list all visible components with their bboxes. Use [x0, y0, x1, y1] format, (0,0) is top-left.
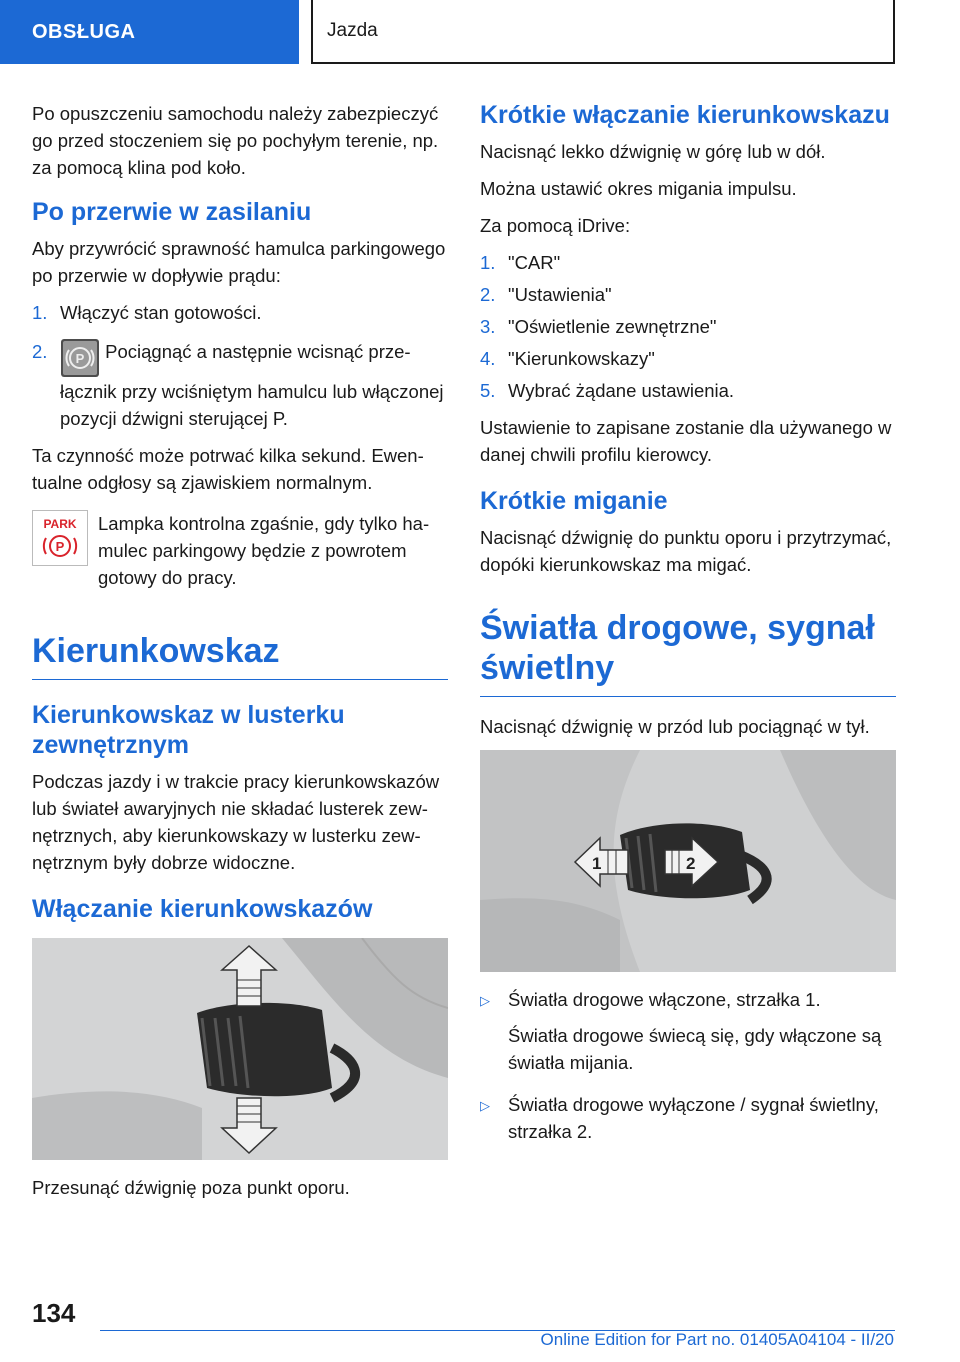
bullet-text: Światła drogowe wyłączone / sygnał świetlny, strzałka 2.	[508, 1094, 879, 1142]
power-outage-heading: Po przerwie w zasilaniu	[32, 198, 312, 226]
high-beam-chapter-heading: Światła drogowe, sygnał świetlny	[480, 608, 896, 697]
bullet-triangle-icon: ▷	[480, 1098, 490, 1113]
idrive-steps-list	[480, 249, 896, 404]
warning-text: Lampka kontrolna zgaśnie, gdy tylko hamulec parkingowy będzie z powrotem gotowy do pracy.	[98, 513, 430, 588]
svg-text:P: P	[75, 351, 85, 366]
short-indicator-p3: Za pomocą iDrive:	[480, 215, 631, 236]
step-number: 3.	[480, 316, 496, 337]
svg-text:P: P	[55, 539, 65, 554]
short-indicator-p1: Nacisnąć lekko dźwignię w górę lub w dół.	[480, 141, 826, 162]
left-column	[32, 100, 448, 1211]
right-column	[480, 100, 896, 1155]
list-item	[480, 986, 896, 1086]
step-number: 1.	[480, 252, 496, 273]
list-item	[480, 377, 896, 404]
list-item	[480, 313, 896, 340]
power-steps-list	[32, 299, 448, 432]
power-note: Ta czynność może potrwać kilka sekund. Ewentualne odgłosy są zjawiskiem normalnym.	[32, 445, 424, 493]
chapter-label: Jazda	[327, 20, 378, 41]
step-text: Włączyć stan gotowości.	[60, 302, 262, 323]
list-item	[480, 249, 896, 276]
step-body	[60, 338, 448, 432]
short-blink-text: Nacisnąć dźwignię do punktu oporu i przytrzymać, dopóki kierunkowskaz ma migać.	[480, 527, 892, 575]
step-text: "CAR"	[508, 252, 561, 273]
step-number: 4.	[480, 348, 496, 369]
step-number: 2.	[32, 341, 48, 362]
high-beam-bullets	[480, 986, 896, 1145]
edition-text: Online Edition for Part no. 01405A04104 - II/20	[540, 1330, 894, 1349]
short-indicator-note: Ustawienie to zapisane zostanie dla używanego w danej chwili profilu kierowcy.	[480, 417, 892, 465]
mirror-indicator-heading: Kierunkowskaz w lusterku zewnętrznym	[32, 701, 345, 759]
list-item	[480, 281, 896, 308]
warning-row	[32, 510, 448, 591]
list-item	[32, 338, 448, 432]
list-item	[480, 345, 896, 372]
indicator-switch-heading: Włączanie kierunkowskazów	[32, 895, 373, 923]
bullet-triangle-icon: ▷	[480, 993, 490, 1008]
arrow-1-label: 1	[592, 854, 602, 873]
short-indicator-heading: Krótkie włączanie kierunkowskazu	[480, 101, 890, 129]
park-label: PARK	[43, 517, 77, 531]
step-text: "Oświetlenie zewnętrzne"	[508, 316, 717, 337]
high-beam-lever-figure	[480, 750, 896, 972]
step-text: "Kierunkowskazy"	[508, 348, 655, 369]
step-text: Pociągnąć a następnie wcisnąć przełącznik przy wciśniętym hamulcu lub włączonej pozycji dźwigni sterującej P.	[60, 341, 444, 429]
section-tab: OBSŁUGA	[0, 0, 299, 64]
indicator-lever-figure	[32, 938, 448, 1160]
list-item	[32, 299, 448, 326]
step-number: 5.	[480, 380, 496, 401]
park-warning-icon	[32, 510, 88, 566]
figure-caption: Przesunąć dźwignię poza punkt oporu.	[32, 1177, 350, 1198]
high-beam-text: Nacisnąć dźwignię w przód lub pociągnąć w tył.	[480, 716, 870, 737]
list-item	[480, 1091, 896, 1145]
arrow-2-label: 2	[686, 854, 696, 873]
step-text: "Ustawienia"	[508, 284, 612, 305]
step-text: Wybrać żądane ustawienia.	[508, 380, 735, 401]
parking-brake-switch-icon	[60, 338, 100, 378]
short-indicator-p2: Można ustawić okres migania impulsu.	[480, 178, 797, 199]
chapter-title	[311, 0, 895, 64]
intro-paragraph: Po opuszczeniu samochodu należy zabezpieczyć go przed stoczeniem się po pochyłym terenie, np. za pomocą klina pod koło.	[32, 103, 439, 178]
power-outage-text: Aby przywrócić sprawność hamulca parkingowego po przerwie w dopływie prądu:	[32, 238, 446, 286]
mirror-indicator-text: Podczas jazdy i w trakcie pracy kierunkowskazów lub świateł awaryjnych nie składać lusterek zewnętrznych, aby kierunkowskazy w lusterku zewnętrznym były dobrze widoczne.	[32, 771, 440, 873]
bullet-subtext: Światła drogowe świecą się, gdy włączone są światła mijania.	[508, 1025, 882, 1073]
bullet-text: Światła drogowe włączone, strzałka 1.	[508, 989, 821, 1010]
step-number: 1.	[32, 302, 48, 323]
short-blink-heading: Krótkie miganie	[480, 487, 668, 515]
indicator-chapter-heading: Kierunkowskaz	[32, 631, 448, 680]
page-number: 134	[32, 1298, 76, 1328]
step-number: 2.	[480, 284, 496, 305]
